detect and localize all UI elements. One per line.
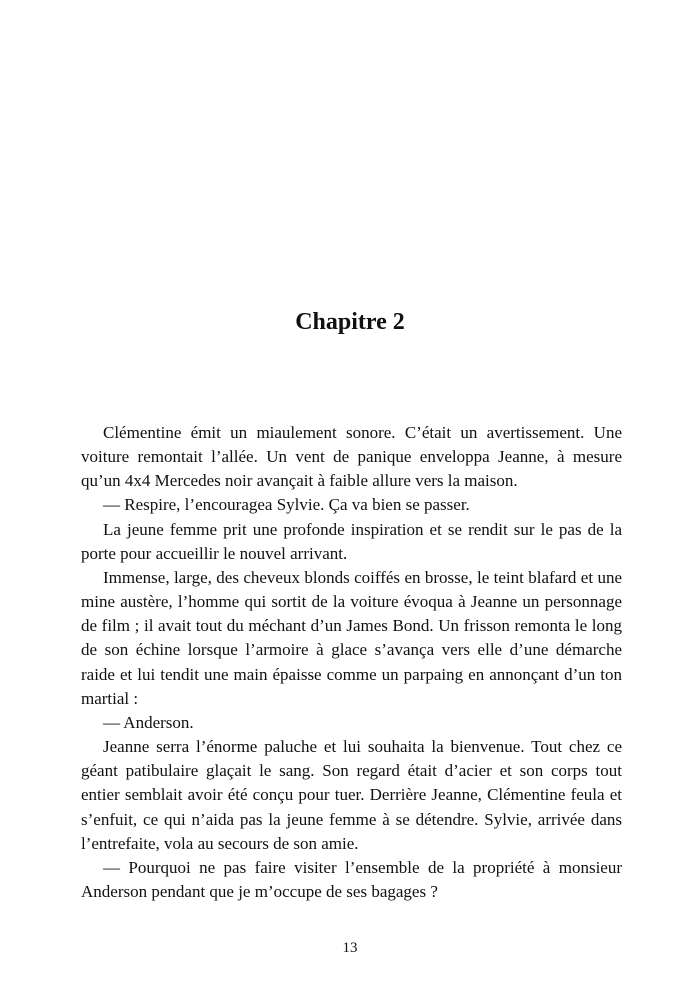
- chapter-title: Chapitre 2: [295, 309, 405, 335]
- page-number: 13: [342, 940, 358, 956]
- body-text: [81, 421, 622, 904]
- paragraph: — Anderson.: [103, 712, 194, 732]
- paragraph: — Pourquoi ne pas faire visiter l’ensemble de la propriété à monsieur Anderson pendant que je m’occupe de ses bagages ?: [81, 857, 622, 901]
- paragraph: — Respire, l’encouragea Sylvie. Ça va bien se passer.: [103, 495, 470, 515]
- paragraph: Immense, large, des cheveux blonds coiffés en brosse, le teint blafard et une mine austère, l’homme qui sortit de la voiture évoqua à Jeanne un personnage de film ; il avait tout du méchant d’un James Bond. Un frisson remonta le long de son échine lorsque l’armoire à glace s’avança vers elle d’une démarche raide et lui tendit une main épaisse comme un parpaing en annonçant d’un ton martial :: [81, 567, 622, 708]
- paragraph: La jeune femme prit une profonde inspiration et se rendit sur le pas de la porte pour accueillir le nouvel arrivant.: [81, 519, 622, 563]
- paragraph: Clémentine émit un miaulement sonore. C’était un avertissement. Une voiture remontait l’allée. Un vent de panique enveloppa Jeanne, à mesure qu’un 4x4 Mercedes noir avançait à faible allure vers la maison.: [81, 423, 622, 491]
- paragraph: Jeanne serra l’énorme paluche et lui souhaita la bienvenue. Tout chez ce géant patibulaire glaçait le sang. Son regard était d’acier et son corps tout entier semblait avoir été conçu pour tuer. Derrière Jeanne, Clémentine feula et s’enfuit, ce qui n’aida pas la jeune femme à se détendre. Sylvie, arrivée dans l’entrefaite, vola au secours de son amie.: [81, 737, 622, 853]
